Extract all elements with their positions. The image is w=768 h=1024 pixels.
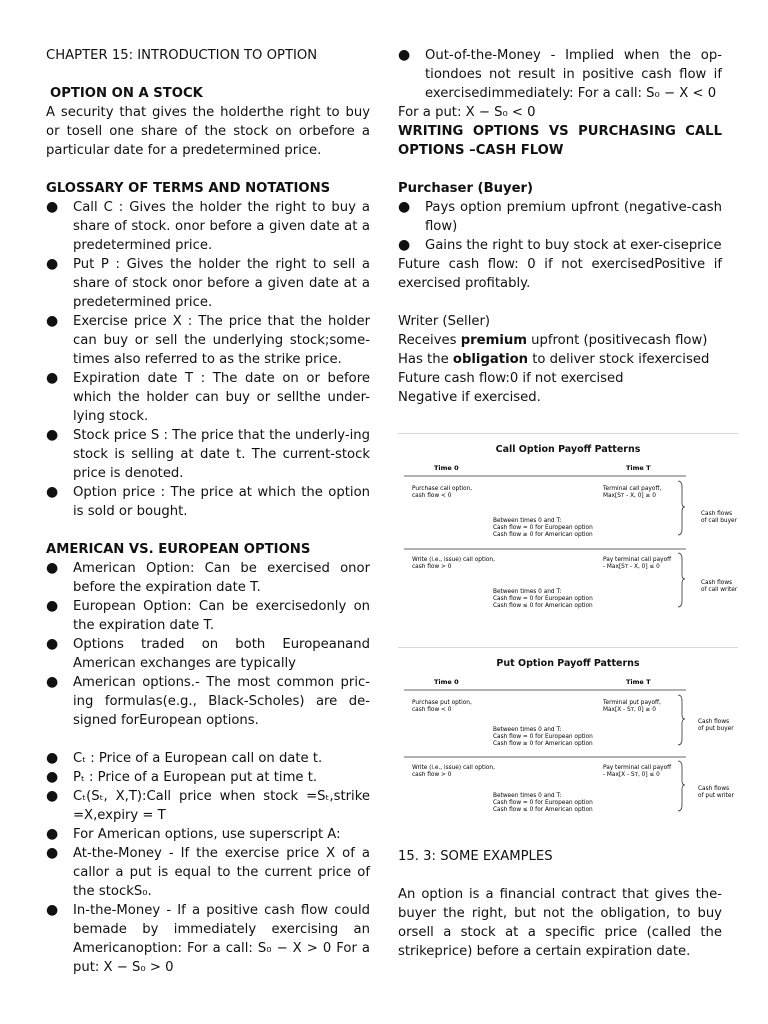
svg-text:Cash flow ≥ 0 for American opt: Cash flow ≥ 0 for American option xyxy=(493,532,593,538)
writer-heading: Writer (Seller) xyxy=(398,314,491,329)
put-payoff-diagram xyxy=(398,673,738,831)
american-european-list xyxy=(46,559,370,730)
writer-negative: Negative if exercised. xyxy=(398,390,541,405)
call-payoff-figure xyxy=(398,433,738,627)
brace-icon xyxy=(678,481,685,535)
svg-text:Purchase put option,: Purchase put option, xyxy=(412,700,472,706)
svg-text:Cash flow ≤ 0 for American opt: Cash flow ≤ 0 for American option xyxy=(493,807,593,813)
american-european-heading: AMERICAN VS. EUROPEAN OPTIONS xyxy=(46,542,311,557)
svg-text:cash flow < 0: cash flow < 0 xyxy=(412,707,452,713)
svg-text:Pay terminal call payoff: Pay terminal call payoff xyxy=(603,765,672,771)
writer-obligation: Has the obligation to deliver stock ifexercised xyxy=(398,352,710,367)
list-item: ● Stock price S : The price that the underly-ing stock is selling at date t. The current-stock price is denoted. xyxy=(46,426,370,483)
svg-text:cash flow < 0: cash flow < 0 xyxy=(412,493,452,499)
writing-heading: WRITING OPTIONS VS PURCHASING CALL OPTIONS –CASH FLOW xyxy=(398,124,722,158)
list-item: ● Expiration date T : The date on or before which the holder can buy or sellthe under-lying stock. xyxy=(46,369,370,426)
svg-text:cash flow > 0: cash flow > 0 xyxy=(412,772,452,778)
brace-icon xyxy=(678,761,685,811)
option-heading: OPTION ON A STOCK xyxy=(50,86,203,101)
svg-text:of call writer: of call writer xyxy=(701,587,738,593)
svg-text:Terminal call payoff,: Terminal call payoff, xyxy=(603,486,662,492)
brace-icon xyxy=(678,553,685,607)
svg-text:Max[Sᴛ - X, 0] ≥ 0: Max[Sᴛ - X, 0] ≥ 0 xyxy=(603,493,656,499)
chapter-title: CHAPTER 15: INTRODUCTION TO OPTION xyxy=(46,48,318,63)
svg-text:Between times 0 and T:: Between times 0 and T: xyxy=(493,589,562,595)
purchaser-future: Future cash flow: 0 if not exercisedPositive if exercised profitably. xyxy=(398,257,722,291)
call-payoff-diagram xyxy=(398,459,738,627)
list-item: ● Call C : Gives the holder the right to buy a share of stock. onor before a given date at a predetermined price. xyxy=(46,198,370,255)
timeT-label: Time T xyxy=(626,464,651,472)
time0-label: Time 0 xyxy=(434,678,459,686)
svg-text:Cash flow = 0 for European opt: Cash flow = 0 for European option xyxy=(493,734,593,740)
examples-heading: 15. 3: SOME EXAMPLES xyxy=(398,849,553,864)
time0-label: Time 0 xyxy=(434,464,459,472)
examples-paragraph: An option is a financial contract that gives the-buyer the right, but not the obligation, to buy orsell a stock at a specific price (called the strikeprice) before a certain expiration date. xyxy=(398,887,722,959)
svg-text:Cash flow ≥ 0 for American opt: Cash flow ≥ 0 for American option xyxy=(493,741,593,747)
otm-put-line: For a put: X − S₀ < 0 xyxy=(398,105,536,120)
svg-text:- Max[X - Sᴛ, 0] ≤ 0: - Max[X - Sᴛ, 0] ≤ 0 xyxy=(603,772,660,778)
figure-title: Call Option Payoff Patterns xyxy=(495,444,641,455)
svg-text:Cash flows: Cash flows xyxy=(701,511,733,517)
svg-text:Between times 0 and T:: Between times 0 and T: xyxy=(493,518,562,524)
list-item: ● At-the-Money - If the exercise price X of a callor a put is equal to the current price of the stockS₀. xyxy=(46,844,370,901)
svg-text:- Max[Sᴛ - X, 0] ≤ 0: - Max[Sᴛ - X, 0] ≤ 0 xyxy=(603,564,660,570)
list-item: ● For American options, use superscript A: xyxy=(46,825,370,844)
brace-icon xyxy=(678,695,685,745)
right-column xyxy=(398,46,738,961)
svg-text:cash flow > 0: cash flow > 0 xyxy=(412,564,452,570)
list-item: ● Options traded on both Europeanand American exchanges are typically xyxy=(46,635,370,673)
svg-text:Cash flow = 0 for European opt: Cash flow = 0 for European option xyxy=(493,525,593,531)
svg-text:Cash flows: Cash flows xyxy=(698,719,730,725)
svg-text:Terminal put payoff,: Terminal put payoff, xyxy=(603,700,661,706)
list-item: ● Cₜ : Price of a European call on date t. xyxy=(46,749,370,768)
put-payoff-figure xyxy=(398,647,738,831)
list-item: ● Cₜ(Sₜ, X,T):Call price when stock =Sₜ,strike =X,expiry = T xyxy=(46,787,370,825)
glossary-list xyxy=(46,198,370,521)
svg-text:Cash flows: Cash flows xyxy=(701,580,733,586)
list-item: ● American Option: Can be exercised onor before the expiration date T. xyxy=(46,559,370,597)
otm-list xyxy=(398,46,722,103)
list-item: ● American options.- The most common pric-ing formulas(e.g., Black-Scholes) are de-signed forEuropean options. xyxy=(46,673,370,730)
list-item: ● Gains the right to buy stock at exer-ciseprice xyxy=(398,236,722,255)
svg-text:Cash flows: Cash flows xyxy=(698,786,730,792)
list-item: ● Put P : Gives the holder the right to sell a share of stock onor before a given date at a predetermined price. xyxy=(46,255,370,312)
list-item: ● Option price : The price at which the option is sold or bought. xyxy=(46,483,370,521)
svg-text:of call buyer: of call buyer xyxy=(701,518,737,524)
svg-text:of put writer: of put writer xyxy=(698,793,734,799)
svg-text:Between times 0 and T:: Between times 0 and T: xyxy=(493,793,562,799)
writer-future: Future cash flow:0 if not exercised xyxy=(398,371,624,386)
glossary-heading: GLOSSARY OF TERMS AND NOTATIONS xyxy=(46,181,331,196)
svg-text:Between times 0 and T:: Between times 0 and T: xyxy=(493,727,562,733)
list-item: ● European Option: Can be exercisedonly on the expiration date T. xyxy=(46,597,370,635)
notation-list xyxy=(46,749,370,977)
svg-text:Cash flow = 0 for European opt: Cash flow = 0 for European option xyxy=(493,596,593,602)
option-definition: A security that gives the holderthe right to buy or tosell one share of the stock on orbefore a particular date for a predetermined price. xyxy=(46,105,370,158)
svg-text:Max[X - Sᴛ, 0] ≥ 0: Max[X - Sᴛ, 0] ≥ 0 xyxy=(603,707,656,713)
svg-text:Cash flow = 0 for European opt: Cash flow = 0 for European option xyxy=(493,800,593,806)
svg-text:Purchase call option,: Purchase call option, xyxy=(412,486,473,492)
list-item: ● In-the-Money - If a positive cash flow could bemade by immediately exercising an Americanoption: For a call: S₀ − X > 0 For a put: X − S₀ > 0 xyxy=(46,901,370,977)
timeT-label: Time T xyxy=(626,678,651,686)
list-item: ● Exercise price X : The price that the holder can buy or sell the underlying stock;some-times also referred to as the strike price. xyxy=(46,312,370,369)
writer-receives: Receives premium upfront (positivecash flow) xyxy=(398,333,708,348)
purchaser-heading: Purchaser (Buyer) xyxy=(398,181,534,196)
purchaser-list xyxy=(398,198,722,255)
list-item: ● Pays option premium upfront (negative-cash flow) xyxy=(398,198,722,236)
svg-text:Pay terminal call payoff: Pay terminal call payoff xyxy=(603,557,672,563)
svg-text:Cash flow ≤ 0 for American opt: Cash flow ≤ 0 for American option xyxy=(493,603,593,609)
list-item: ● Out-of-the-Money - Implied when the op-tiondoes not result in positive cash flow if exercisedimmediately: For a call: S₀ − X < 0 xyxy=(398,46,722,103)
left-column xyxy=(46,46,370,977)
figure-title: Put Option Payoff Patterns xyxy=(496,658,640,669)
svg-text:of put buyer: of put buyer xyxy=(698,726,734,732)
list-item: ● Pₜ : Price of a European put at time t. xyxy=(46,768,370,787)
svg-text:Write (i.e., issue) call optio: Write (i.e., issue) call option, xyxy=(412,765,495,771)
svg-text:Write (i.e., issue) call optio: Write (i.e., issue) call option, xyxy=(412,557,495,563)
